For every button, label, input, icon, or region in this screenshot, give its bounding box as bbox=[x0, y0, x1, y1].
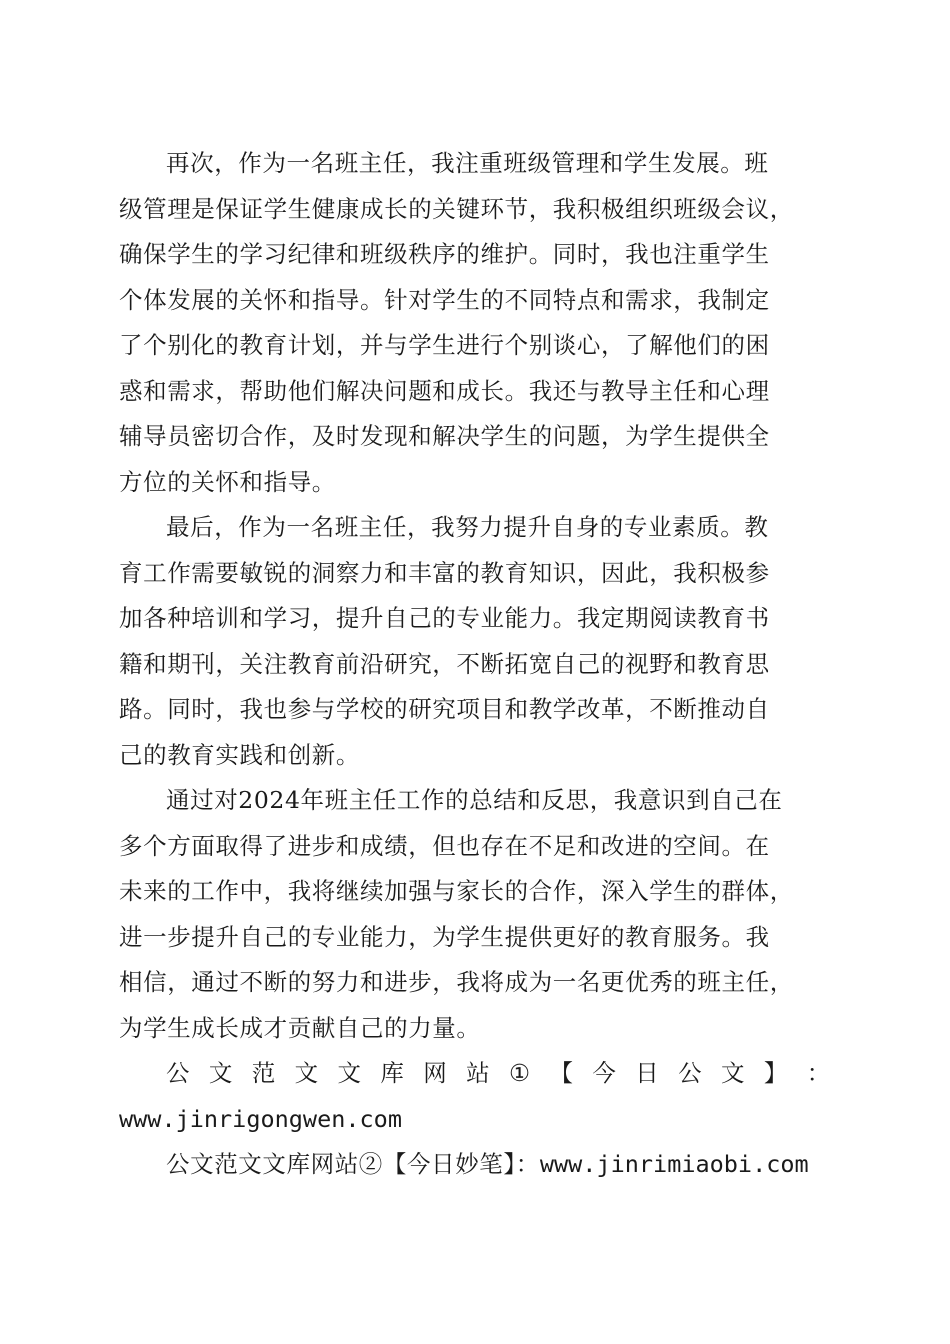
text-line: 通过对2024年班主任工作的总结和反思，我意识到自己在 bbox=[166, 786, 783, 814]
site-link-1 bbox=[119, 1051, 831, 1142]
site-link-1-char: ① bbox=[509, 1059, 531, 1087]
text-line: 籍和期刊，关注教育前沿研究，不断拓宽自己的视野和教育思 bbox=[119, 649, 770, 678]
site-link-2-label: 公文范文文库网站②【今日妙笔】： bbox=[166, 1150, 540, 1178]
text-line: 路。同时，我也参与学校的研究项目和教学改革，不断推动自 bbox=[119, 695, 770, 723]
paragraph-professional-quality bbox=[119, 505, 831, 778]
site-link-1-char: 站 bbox=[466, 1059, 491, 1087]
text-line: 进一步提升自己的专业能力，为学生提供更好的教育服务。我 bbox=[119, 922, 770, 951]
paragraph-summary bbox=[119, 778, 831, 1051]
site-link-2-line bbox=[119, 1142, 831, 1188]
text-line: 了个别化的教育计划，并与学生进行个别谈心，了解他们的困 bbox=[119, 331, 770, 359]
text-line: 加各种培训和学习，提升自己的专业能力。我定期阅读教育书 bbox=[119, 604, 770, 632]
text-line: 未来的工作中，我将继续加强与家长的合作，深入学生的群体， bbox=[119, 877, 794, 905]
site-link-1-char: 】 bbox=[763, 1059, 788, 1087]
text-line: 为学生成长成才贡献自己的力量。 bbox=[119, 1013, 481, 1042]
site-link-1-char: 网 bbox=[423, 1059, 448, 1087]
site-link-1-char: 文 bbox=[294, 1059, 319, 1087]
site-link-2-url[interactable]: www.jinrimiaobi.com bbox=[539, 1150, 809, 1178]
text-line: 相信，通过不断的努力和进步，我将成为一名更优秀的班主任， bbox=[119, 968, 794, 996]
text-line: 个体发展的关怀和指导。针对学生的不同特点和需求，我制定 bbox=[119, 285, 770, 314]
document-body bbox=[119, 141, 831, 1188]
site-link-1-char: 文 bbox=[208, 1059, 233, 1087]
site-link-1-char: ： bbox=[806, 1059, 831, 1087]
text-line: 多个方面取得了进步和成绩，但也存在不足和改进的空间。在 bbox=[119, 831, 770, 860]
site-link-1-label bbox=[119, 1051, 831, 1097]
text-line: 育工作需要敏锐的洞察力和丰富的教育知识，因此，我积极参 bbox=[119, 558, 770, 587]
site-link-1-char: 公 bbox=[678, 1059, 703, 1087]
site-link-1-char: 文 bbox=[720, 1059, 746, 1087]
site-link-1-char: 文 bbox=[337, 1059, 362, 1087]
text-line: 再次，作为一名班主任，我注重班级管理和学生发展。班 bbox=[166, 149, 769, 177]
site-link-1-char: 公 bbox=[166, 1059, 191, 1087]
site-link-1-char: 库 bbox=[380, 1059, 405, 1087]
site-link-1-url[interactable]: www.jinrigongwen.com bbox=[119, 1104, 402, 1133]
paragraph-class-management bbox=[119, 141, 831, 505]
text-line: 方位的关怀和指导。 bbox=[119, 467, 336, 496]
text-line: 辅导员密切合作，及时发现和解决学生的问题，为学生提供全 bbox=[119, 422, 770, 450]
site-link-2 bbox=[119, 1142, 831, 1188]
text-line: 己的教育实践和创新。 bbox=[119, 740, 360, 769]
site-link-1-char: 范 bbox=[251, 1059, 276, 1087]
text-line: 级管理是保证学生健康成长的关键环节，我积极组织班级会议， bbox=[119, 194, 794, 223]
text-line: 惑和需求，帮助他们解决问题和成长。我还与教导主任和心理 bbox=[119, 376, 770, 405]
text-line: 最后，作为一名班主任，我努力提升自身的专业素质。教 bbox=[166, 513, 769, 541]
site-link-1-char: 日 bbox=[635, 1059, 660, 1087]
site-link-1-char: 今 bbox=[592, 1059, 617, 1087]
site-link-1-char: 【 bbox=[549, 1059, 574, 1087]
text-line: 确保学生的学习纪律和班级秩序的维护。同时，我也注重学生 bbox=[119, 240, 770, 268]
